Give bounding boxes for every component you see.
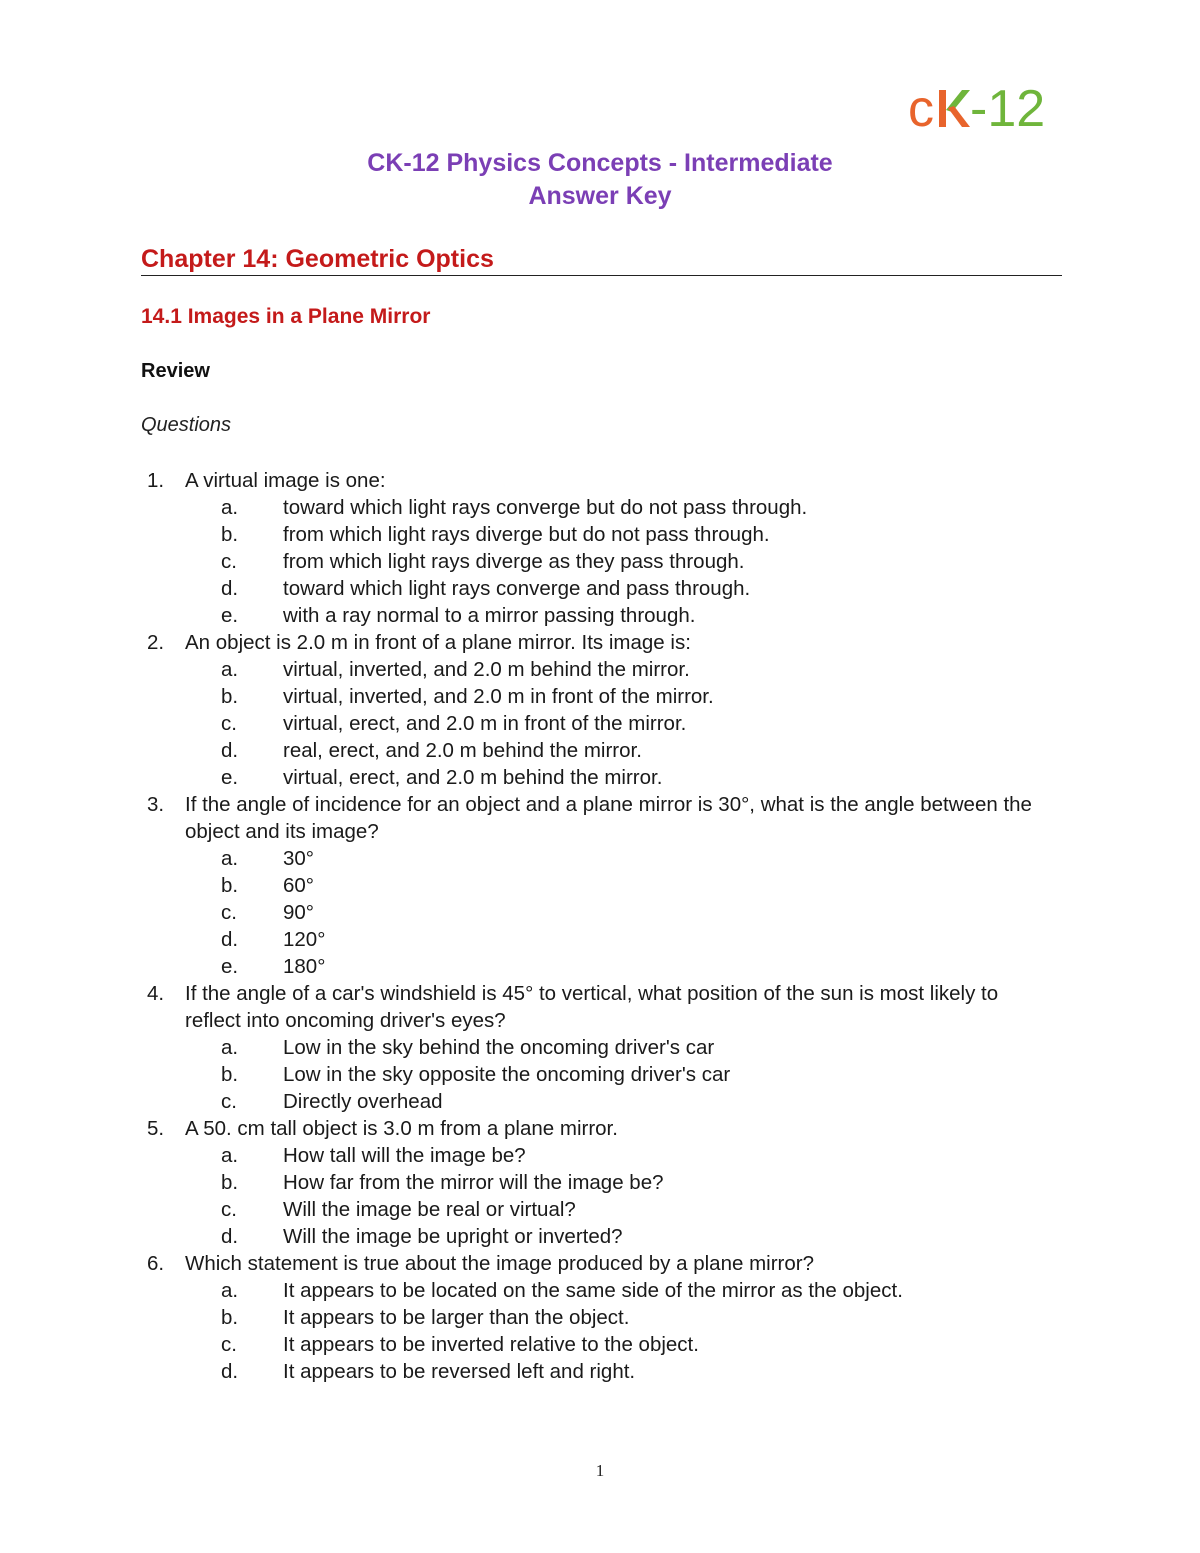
answer-option: [0, 1277, 1200, 1304]
option-letter: b.: [221, 1171, 239, 1194]
option-text: virtual, erect, and 2.0 m in front of the mirror.: [283, 712, 687, 735]
option-letter: c.: [221, 712, 237, 735]
answer-option: [0, 953, 1200, 980]
section-heading: 14.1 Images in a Plane Mirror: [141, 305, 431, 328]
answer-option: [0, 683, 1200, 710]
option-letter: b.: [221, 1306, 239, 1329]
logo-letter-c: c: [908, 80, 934, 136]
question-list: [0, 467, 1200, 1385]
option-text: with a ray normal to a mirror passing through.: [283, 604, 696, 627]
title-line-1: CK-12 Physics Concepts - Intermediate: [367, 149, 833, 177]
option-letter: a.: [221, 1036, 239, 1059]
question-2: [0, 629, 1200, 656]
answer-option: [0, 494, 1200, 521]
question-text: A virtual image is one:: [185, 469, 386, 492]
option-text: virtual, erect, and 2.0 m behind the mirror.: [283, 766, 663, 789]
option-letter: a.: [221, 847, 239, 870]
option-letter: a.: [221, 658, 239, 681]
option-text: 60°: [283, 874, 315, 897]
option-letter: a.: [221, 1279, 239, 1302]
option-text: Low in the sky opposite the oncoming driver's car: [283, 1063, 731, 1086]
option-letter: c.: [221, 901, 237, 924]
option-letter: e.: [221, 766, 239, 789]
document-title: [0, 147, 1200, 213]
option-letter: a.: [221, 496, 239, 519]
answer-option: [0, 548, 1200, 575]
chapter-heading: Chapter 14: Geometric Optics: [141, 245, 494, 273]
option-text: virtual, inverted, and 2.0 m behind the mirror.: [283, 658, 690, 681]
question-number: 5.: [147, 1117, 165, 1140]
answer-option: [0, 926, 1200, 953]
option-text: It appears to be reversed left and right.: [283, 1360, 636, 1383]
option-letter: c.: [221, 550, 237, 573]
option-text: Will the image be real or virtual?: [283, 1198, 576, 1221]
answer-option: [0, 602, 1200, 629]
question-1: [0, 467, 1200, 494]
option-text: virtual, inverted, and 2.0 m in front of the mirror.: [283, 685, 714, 708]
answer-option: [0, 1034, 1200, 1061]
option-letter: b.: [221, 1063, 239, 1086]
option-text: from which light rays diverge as they pass through.: [283, 550, 745, 573]
question-4: [0, 980, 1200, 1034]
ck12-logo: [906, 80, 1046, 136]
question-number: 2.: [147, 631, 165, 654]
answer-option: [0, 845, 1200, 872]
title-line-2: Answer Key: [528, 182, 672, 210]
answer-option: [0, 521, 1200, 548]
option-letter: d.: [221, 577, 239, 600]
option-letter: c.: [221, 1090, 237, 1113]
question-text: A 50. cm tall object is 3.0 m from a plane mirror.: [185, 1117, 618, 1140]
answer-option: [0, 1304, 1200, 1331]
option-text: How tall will the image be?: [283, 1144, 526, 1167]
answer-option: [0, 1088, 1200, 1115]
option-letter: b.: [221, 874, 239, 897]
chapter-divider: [141, 275, 1062, 276]
option-letter: b.: [221, 685, 239, 708]
review-heading: Review: [141, 360, 210, 382]
question-text: If the angle of incidence for an object and a plane mirror is 30°, what is the angle between the object and its image?: [185, 793, 1032, 843]
question-number: 1.: [147, 469, 165, 492]
option-letter: d.: [221, 928, 239, 951]
question-text: If the angle of a car's windshield is 45° to vertical, what position of the sun is most likely to reflect into oncoming driver's eyes?: [185, 982, 999, 1032]
answer-option: [0, 872, 1200, 899]
answer-option: [0, 737, 1200, 764]
option-text: 120°: [283, 928, 326, 951]
question-5: [0, 1115, 1200, 1142]
option-letter: c.: [221, 1333, 237, 1356]
answer-option: [0, 1142, 1200, 1169]
question-6: [0, 1250, 1200, 1277]
question-text: Which statement is true about the image produced by a plane mirror?: [185, 1252, 814, 1275]
option-text: Low in the sky behind the oncoming driver's car: [283, 1036, 715, 1059]
option-text: toward which light rays converge but do not pass through.: [283, 496, 808, 519]
answer-option: [0, 899, 1200, 926]
answer-option: [0, 575, 1200, 602]
answer-option: [0, 710, 1200, 737]
answer-option: [0, 1169, 1200, 1196]
option-letter: e.: [221, 955, 239, 978]
page-number: 1: [595, 1461, 605, 1480]
option-text: real, erect, and 2.0 m behind the mirror.: [283, 739, 642, 762]
option-text: Will the image be upright or inverted?: [283, 1225, 623, 1248]
option-letter: d.: [221, 1360, 239, 1383]
option-text: It appears to be larger than the object.: [283, 1306, 630, 1329]
option-text: It appears to be located on the same side of the mirror as the object.: [283, 1279, 903, 1302]
option-text: It appears to be inverted relative to the object.: [283, 1333, 699, 1356]
answer-option: [0, 656, 1200, 683]
question-number: 6.: [147, 1252, 165, 1275]
logo-suffix: -12: [970, 80, 1046, 136]
questions-subheading: Questions: [141, 414, 232, 436]
question-3: [0, 791, 1200, 845]
answer-option: [0, 1358, 1200, 1385]
option-text: 30°: [283, 847, 315, 870]
option-letter: a.: [221, 1144, 239, 1167]
option-letter: d.: [221, 739, 239, 762]
logo-letter-k: [939, 90, 970, 127]
option-text: Directly overhead: [283, 1090, 443, 1113]
option-text: How far from the mirror will the image be?: [283, 1171, 664, 1194]
answer-option: [0, 1196, 1200, 1223]
answer-option: [0, 1331, 1200, 1358]
option-text: from which light rays diverge but do not pass through.: [283, 523, 770, 546]
question-number: 4.: [147, 982, 165, 1005]
answer-option: [0, 1223, 1200, 1250]
option-text: toward which light rays converge and pass through.: [283, 577, 751, 600]
question-text: An object is 2.0 m in front of a plane mirror. Its image is:: [185, 631, 691, 654]
question-number: 3.: [147, 793, 165, 816]
answer-option: [0, 1061, 1200, 1088]
option-letter: d.: [221, 1225, 239, 1248]
option-letter: c.: [221, 1198, 237, 1221]
ck12-logo-graphic: [906, 80, 1046, 136]
answer-option: [0, 764, 1200, 791]
option-text: 180°: [283, 955, 326, 978]
option-text: 90°: [283, 901, 315, 924]
option-letter: b.: [221, 523, 239, 546]
option-letter: e.: [221, 604, 239, 627]
